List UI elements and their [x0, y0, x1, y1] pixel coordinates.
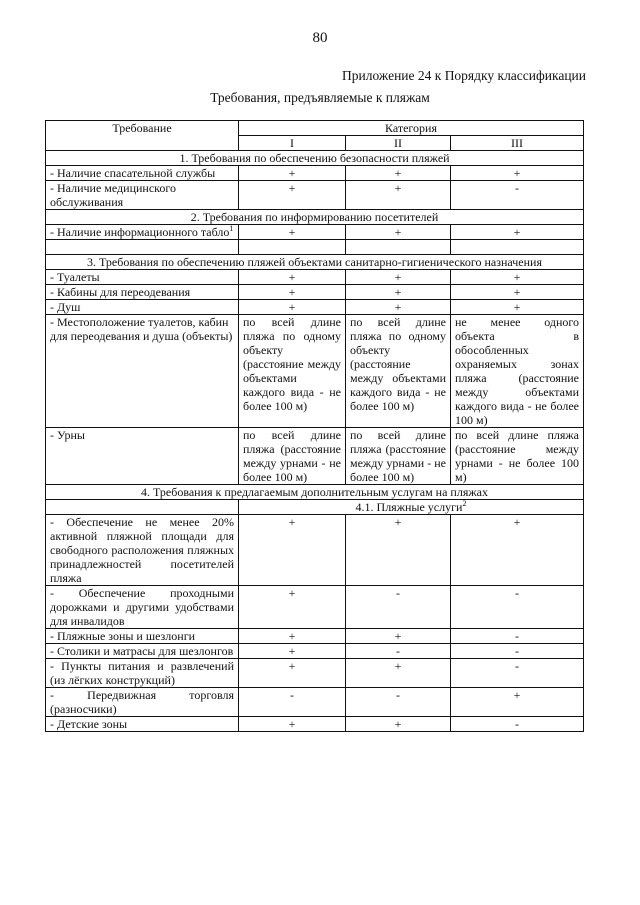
cat-2-cell: по всей длине пляжа (расстояние между урнами - не более 100 м)	[346, 428, 451, 485]
table-row	[46, 225, 584, 240]
row-label: - Наличие медицинского обслуживания	[46, 181, 239, 210]
cat-2-cell: +	[346, 270, 451, 285]
cat-3-cell: -	[451, 629, 584, 644]
cat-1-cell: +	[239, 225, 346, 240]
empty-cell	[451, 240, 584, 255]
table-row	[46, 515, 584, 586]
requirements-table	[45, 120, 584, 732]
cat-2-cell: +	[346, 515, 451, 586]
row-label: - Душ	[46, 300, 239, 315]
cat-3-cell: -	[451, 659, 584, 688]
section-3-title: 3. Требования по обеспечению пляжей объектами санитарно-гигиенического назначения	[46, 255, 584, 270]
row-label: - Обеспечение не менее 20% активной пляжной площади для свободного расположения пляжных принадлежностей посетителей пляжа	[46, 515, 239, 586]
cat-3-cell: -	[451, 586, 584, 629]
cat-1-cell: по всей длине пляжа по одному объекту (расстояние между объектами каждого вида - не более 100 м)	[239, 315, 346, 428]
empty-row	[46, 240, 584, 255]
cat-1-cell: +	[239, 717, 346, 732]
section-heading-row	[46, 151, 584, 166]
table-row	[46, 315, 584, 428]
empty-cell	[346, 240, 451, 255]
cat-1-cell: +	[239, 181, 346, 210]
row-label: - Кабины для переодевания	[46, 285, 239, 300]
cat-2-cell: +	[346, 225, 451, 240]
row-label: - Местоположение туалетов, кабин для переодевания и душа (объекты)	[46, 315, 239, 428]
empty-cell	[239, 240, 346, 255]
section-heading-row	[46, 210, 584, 225]
cat-3-cell: +	[451, 515, 584, 586]
cat-2-cell: по всей длине пляжа по одному объекту (расстояние между объектами каждого вида - не более 100 м)	[346, 315, 451, 428]
row-label: - Пляжные зоны и шезлонги	[46, 629, 239, 644]
row-label: - Урны	[46, 428, 239, 485]
table-row	[46, 688, 584, 717]
cat-1-cell: по всей длине пляжа (расстояние между урнами - не более 100 м)	[239, 428, 346, 485]
cat-2-cell: -	[346, 644, 451, 659]
header-category-3: III	[451, 136, 584, 151]
table-header-row	[46, 121, 584, 136]
appendix-reference: Приложение 24 к Порядку классификации	[342, 68, 586, 83]
table-row	[46, 717, 584, 732]
empty-cell	[46, 240, 239, 255]
cat-1-cell: +	[239, 285, 346, 300]
cat-2-cell: +	[346, 166, 451, 181]
cat-3-cell: -	[451, 717, 584, 732]
header-category-2: II	[346, 136, 451, 151]
cat-2-cell: +	[346, 629, 451, 644]
cat-2-cell: +	[346, 659, 451, 688]
section-heading-row	[46, 485, 584, 500]
table-row	[46, 300, 584, 315]
row-label: - Передвижная торговля (разносчики)	[46, 688, 239, 717]
header-category-1: I	[239, 136, 346, 151]
cat-2-cell: -	[346, 586, 451, 629]
cat-1-cell: +	[239, 644, 346, 659]
table-row	[46, 270, 584, 285]
footnote-mark: 2	[462, 499, 467, 508]
section-heading-row	[46, 255, 584, 270]
row-label: - Столики и матрасы для шезлонгов	[46, 644, 239, 659]
subsection-4-1-title	[239, 500, 584, 515]
cat-1-cell: +	[239, 586, 346, 629]
table-row	[46, 644, 584, 659]
subsection-title-text: 4.1. Пляжные услуги	[355, 500, 463, 514]
row-label-text: - Наличие информационного табло	[50, 225, 230, 239]
row-label	[46, 225, 239, 240]
section-2-title: 2. Требования по информированию посетителей	[46, 210, 584, 225]
cat-1-cell: +	[239, 270, 346, 285]
cat-3-cell: +	[451, 225, 584, 240]
cat-2-cell: +	[346, 300, 451, 315]
cat-3-cell: +	[451, 300, 584, 315]
cat-1-cell: +	[239, 300, 346, 315]
footnote-mark: 1	[229, 224, 234, 233]
cat-1-cell: +	[239, 659, 346, 688]
table-row	[46, 629, 584, 644]
header-category: Категория	[239, 121, 584, 136]
page-number: 80	[312, 30, 328, 46]
cat-2-cell: -	[346, 688, 451, 717]
cat-2-cell: +	[346, 285, 451, 300]
table-row	[46, 659, 584, 688]
section-4-title: 4. Требования к предлагаемым дополнительным услугам на пляжах	[46, 485, 584, 500]
cat-3-cell: -	[451, 644, 584, 659]
cat-3-cell: +	[451, 270, 584, 285]
row-label: - Обеспечение проходными дорожками и другими удобствами для инвалидов	[46, 586, 239, 629]
table-row	[46, 166, 584, 181]
row-label: - Детские зоны	[46, 717, 239, 732]
document-title: Требования, предъявляемые к пляжам	[210, 90, 430, 105]
row-label: - Туалеты	[46, 270, 239, 285]
table-row	[46, 181, 584, 210]
empty-cell	[46, 500, 239, 515]
table-row	[46, 428, 584, 485]
cat-3-cell: по всей длине пляжа (расстояние между урнами - не более 100 м)	[451, 428, 584, 485]
cat-1-cell: -	[239, 688, 346, 717]
cat-1-cell: +	[239, 166, 346, 181]
cat-1-cell: +	[239, 515, 346, 586]
cat-2-cell: +	[346, 181, 451, 210]
cat-3-cell: не менее одного объекта в обособленных охраняемых зонах пляжа (расстояние между объектами каждого вида - не более 100 м)	[451, 315, 584, 428]
cat-3-cell: -	[451, 181, 584, 210]
row-label: - Наличие спасательной службы	[46, 166, 239, 181]
header-requirement: Требование	[46, 121, 239, 151]
cat-2-cell: +	[346, 717, 451, 732]
table-row	[46, 586, 584, 629]
cat-1-cell: +	[239, 629, 346, 644]
cat-3-cell: +	[451, 166, 584, 181]
cat-3-cell: +	[451, 285, 584, 300]
cat-3-cell: +	[451, 688, 584, 717]
row-label: - Пункты питания и развлечений (из лёгких конструкций)	[46, 659, 239, 688]
section-1-title: 1. Требования по обеспечению безопасности пляжей	[46, 151, 584, 166]
table-row	[46, 285, 584, 300]
subsection-heading-row	[46, 500, 584, 515]
